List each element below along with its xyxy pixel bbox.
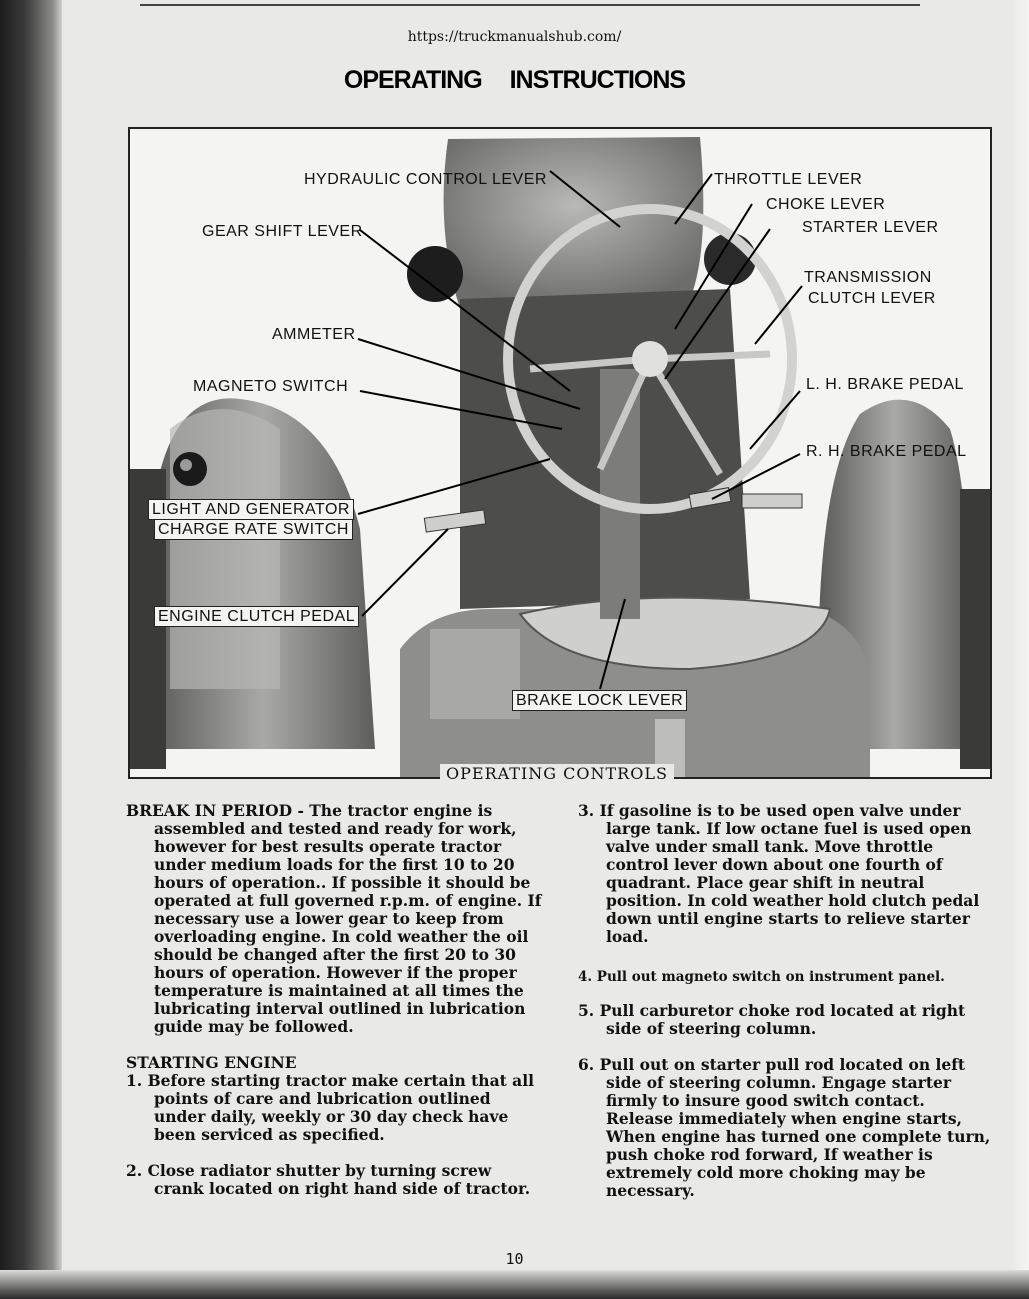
label-starter-lever: STARTER LEVER — [802, 219, 939, 236]
label-charge-rate-switch: CHARGE RATE SWITCH — [154, 519, 353, 540]
label-lh-brake-pedal: L. H. BRAKE PEDAL — [806, 376, 964, 393]
fuel-tank-shape — [444, 137, 704, 309]
right-text-column — [578, 802, 992, 1200]
left-text-column — [126, 802, 546, 1198]
left-knob-shape — [407, 246, 463, 302]
label-clutch-lever: CLUTCH LEVER — [808, 290, 936, 307]
book-binding-shadow — [0, 0, 62, 1299]
break-in-paragraph: BREAK IN PERIOD - The tractor engine is assembled and tested and ready for work, however for best results operate tractor under medium loads for the first 10 to 20 hours of operation.. If possible it should be operated at full governed r.p.m. of engine. If necessary use a lower gear to keep from overloading engine. In cold weather the oil should be changed after the first 20 to 30 hours of operation. However if the proper temperature is maintained at all times the lubricating interval outlined in lubrication guide may be followed. — [126, 801, 542, 1036]
page-number: 10 — [505, 1250, 524, 1268]
step-1: 1. Before starting tractor make certain that all points of care and lubrication outlined under daily, weekly or 30 day check have been serviced as specified. — [126, 1071, 534, 1144]
starting-engine-heading: STARTING ENGINE — [126, 1053, 297, 1072]
label-engine-clutch-pedal: ENGINE CLUTCH PEDAL — [154, 606, 359, 627]
label-light-and-generator: LIGHT AND GENERATOR — [148, 499, 354, 520]
step-6: 6. Pull out on starter pull rod located on left side of steering column. Engage starter firmly to insure good switch contact. Release immediately when engine starts, When engine has turned one complete turn, push choke rod forward, If weather is extremely cold more choking may be necessary. — [578, 1055, 991, 1200]
page-right-edge — [1011, 0, 1029, 1299]
page-bottom-edge — [0, 1270, 1029, 1299]
label-ammeter: AMMETER — [272, 326, 356, 343]
step-5: 5. Pull carburetor choke rod located at right side of steering column. — [578, 1001, 966, 1038]
label-rh-brake-pedal: R. H. BRAKE PEDAL — [806, 443, 967, 460]
source-url[interactable]: https://truckmanualshub.com/ — [407, 29, 622, 45]
step-2: 2. Close radiator shutter by turning screw crank located on right hand side of tractor. — [126, 1161, 531, 1198]
step-4: 4. Pull out magneto switch on instrument panel. — [578, 969, 945, 985]
top-rule — [140, 4, 920, 6]
label-throttle-lever: THROTTLE LEVER — [714, 171, 863, 188]
label-transmission: TRANSMISSION — [804, 269, 932, 286]
step-3: 3. If gasoline is to be used open valve under large tank. If low octane fuel is used open valve under small tank. Move throttle control lever down about one fourth of quadrant. Place gear shift in neutral position. In cold weather hold clutch pedal down until engine starts to relieve starter load. — [578, 801, 980, 946]
label-choke-lever: CHOKE LEVER — [766, 196, 886, 213]
page-title: OPERATING INSTRUCTIONS — [343, 66, 686, 94]
label-gear-shift-lever: GEAR SHIFT LEVER — [202, 223, 363, 240]
label-brake-lock-lever: BRAKE LOCK LEVER — [512, 690, 687, 711]
label-magneto-switch: MAGNETO SWITCH — [193, 378, 349, 395]
label-hydraulic-control-lever: HYDRAULIC CONTROL LEVER — [304, 171, 547, 188]
figure-caption: OPERATING CONTROLS — [440, 764, 674, 783]
tractor-controls-photo — [128, 127, 992, 779]
